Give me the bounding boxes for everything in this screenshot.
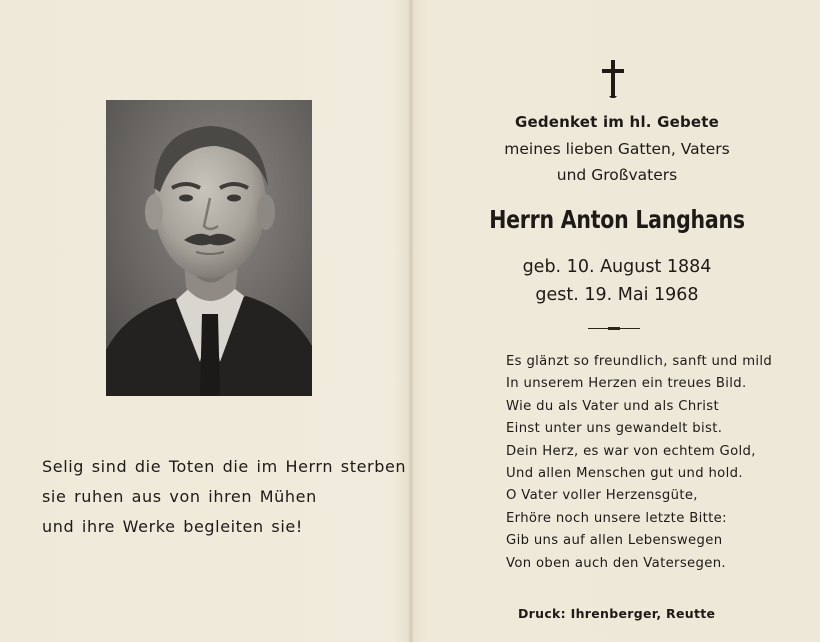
cross-icon [602,60,624,98]
printer-credit: Druck: Ihrenberger, Reutte [518,606,716,621]
poem-line: O Vater voller Herzensgüte, [506,488,698,504]
verse-line: sie ruhen aus von ihren Mühen [42,487,317,506]
poem-line: In unserem Herzen ein treues Bild. [506,376,747,392]
poem-line: Erhöre noch unsere letzte Bitte: [506,510,727,526]
verse-line: Selig sind die Toten die im Herrn sterben [42,457,407,476]
portrait-photo [106,100,312,396]
poem-line: Und allen Menschen gut und hold. [506,466,743,482]
intro-line-1: Gedenket im hl. Gebete [514,113,720,131]
ornamental-divider [588,327,640,330]
scripture-verse [42,452,407,542]
poem-line: Gib uns auf allen Lebenswegen [506,533,723,549]
memorial-poem [506,351,796,575]
verse-line: und ihre Werke begleiten sie! [42,517,303,536]
poem-line: Einst unter uns gewandelt bist. [506,421,723,437]
card-fold [408,0,414,642]
poem-line: Dein Herz, es war von echtem Gold, [506,443,756,459]
poem-line: Wie du als Vater und als Christ [506,398,720,414]
poem-line: Es glänzt so freundlich, sanft und mild [506,354,773,369]
intro-line-2: meines lieben Gatten, Vaters [504,140,730,158]
intro-line-3: und Großvaters [556,166,678,184]
poem-line: Von oben auch den Vatersegen. [506,555,726,571]
deceased-name: Herrn Anton Langhans [489,205,745,234]
birth-date: geb. 10. August 1884 [522,257,712,277]
death-date: gest. 19. Mai 1968 [535,285,699,305]
